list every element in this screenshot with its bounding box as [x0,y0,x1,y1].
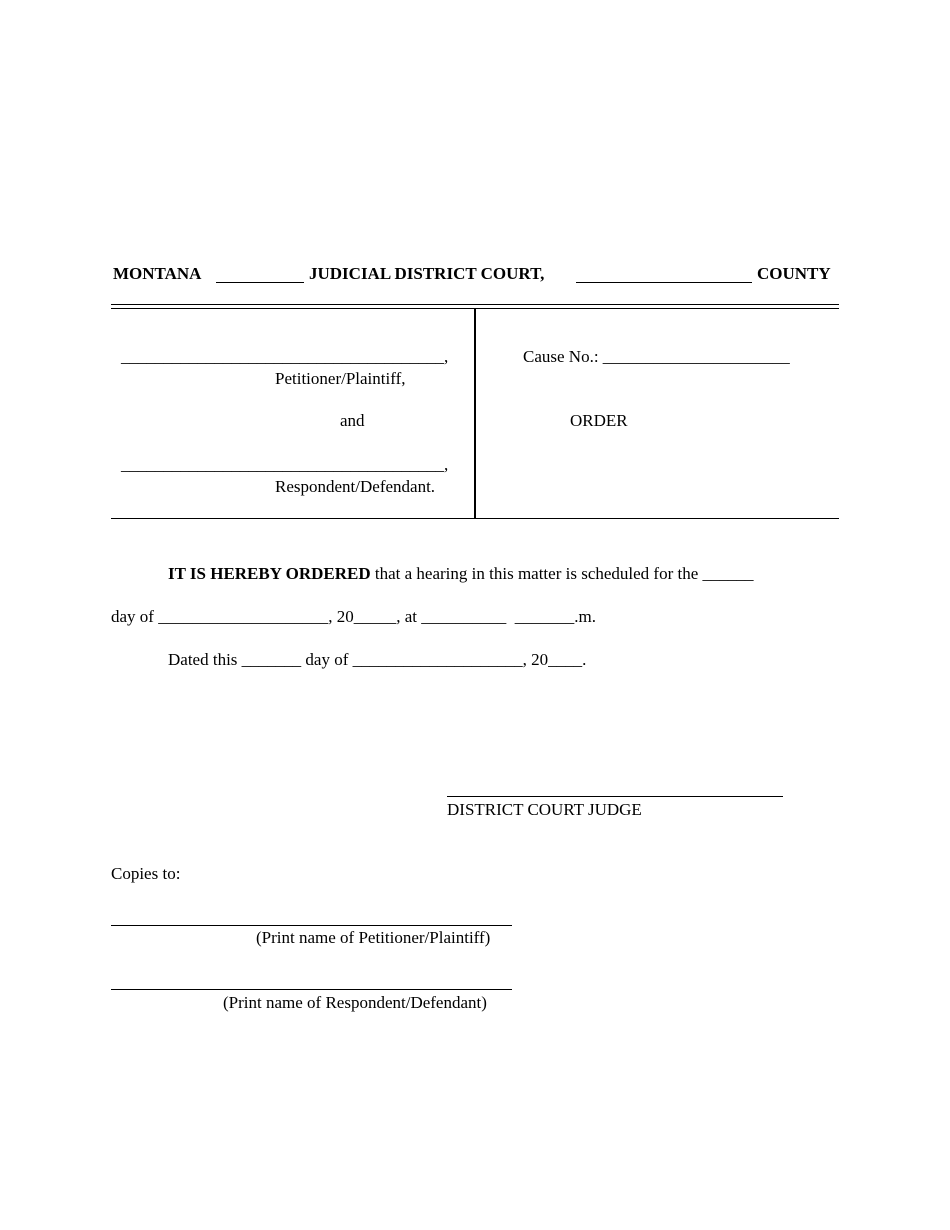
copies-heading: Copies to: [111,864,181,883]
copy-respondent-label: (Print name of Respondent/Defendant) [223,993,487,1012]
petitioner-name-field[interactable]: ______________________________________, [121,347,449,366]
document-title: ORDER [570,411,628,430]
judge-signature-line[interactable] [447,796,783,797]
order-rest[interactable]: that a hearing in this matter is scheduled for the ______ [370,564,754,583]
county-name-blank[interactable] [576,282,752,283]
caption-rule-bottom [111,518,839,519]
copy-respondent-line[interactable] [111,989,512,990]
and-label: and [340,411,365,430]
header-state: MONTANA [113,264,202,283]
header-court: JUDICIAL DISTRICT COURT, [309,264,545,283]
copy-petitioner-line[interactable] [111,925,512,926]
petitioner-label: Petitioner/Plaintiff, [275,369,406,388]
copy-petitioner-label: (Print name of Petitioner/Plaintiff) [256,928,491,947]
hearing-date-line[interactable]: day of ____________________, 20_____, at __________ _______.m. [111,607,596,626]
header-rule-top [111,304,839,305]
judge-label: DISTRICT COURT JUDGE [447,800,642,819]
caption-divider [474,308,476,519]
respondent-label: Respondent/Defendant. [275,477,436,496]
header-county: COUNTY [757,264,831,283]
judge-signature-text [447,780,467,781]
cause-number-field[interactable]: Cause No.: ______________________ [523,347,790,366]
dated-line[interactable]: Dated this _______ day of ____________________, 20____. [168,650,587,669]
respondent-name-field[interactable]: ______________________________________, [121,455,449,474]
district-number-blank[interactable] [216,282,304,283]
order-sentence [168,565,754,582]
copy-petitioner-text [111,912,134,913]
order-bold-phrase: IT IS HEREBY ORDERED [168,564,371,583]
copy-respondent-text [111,976,134,977]
